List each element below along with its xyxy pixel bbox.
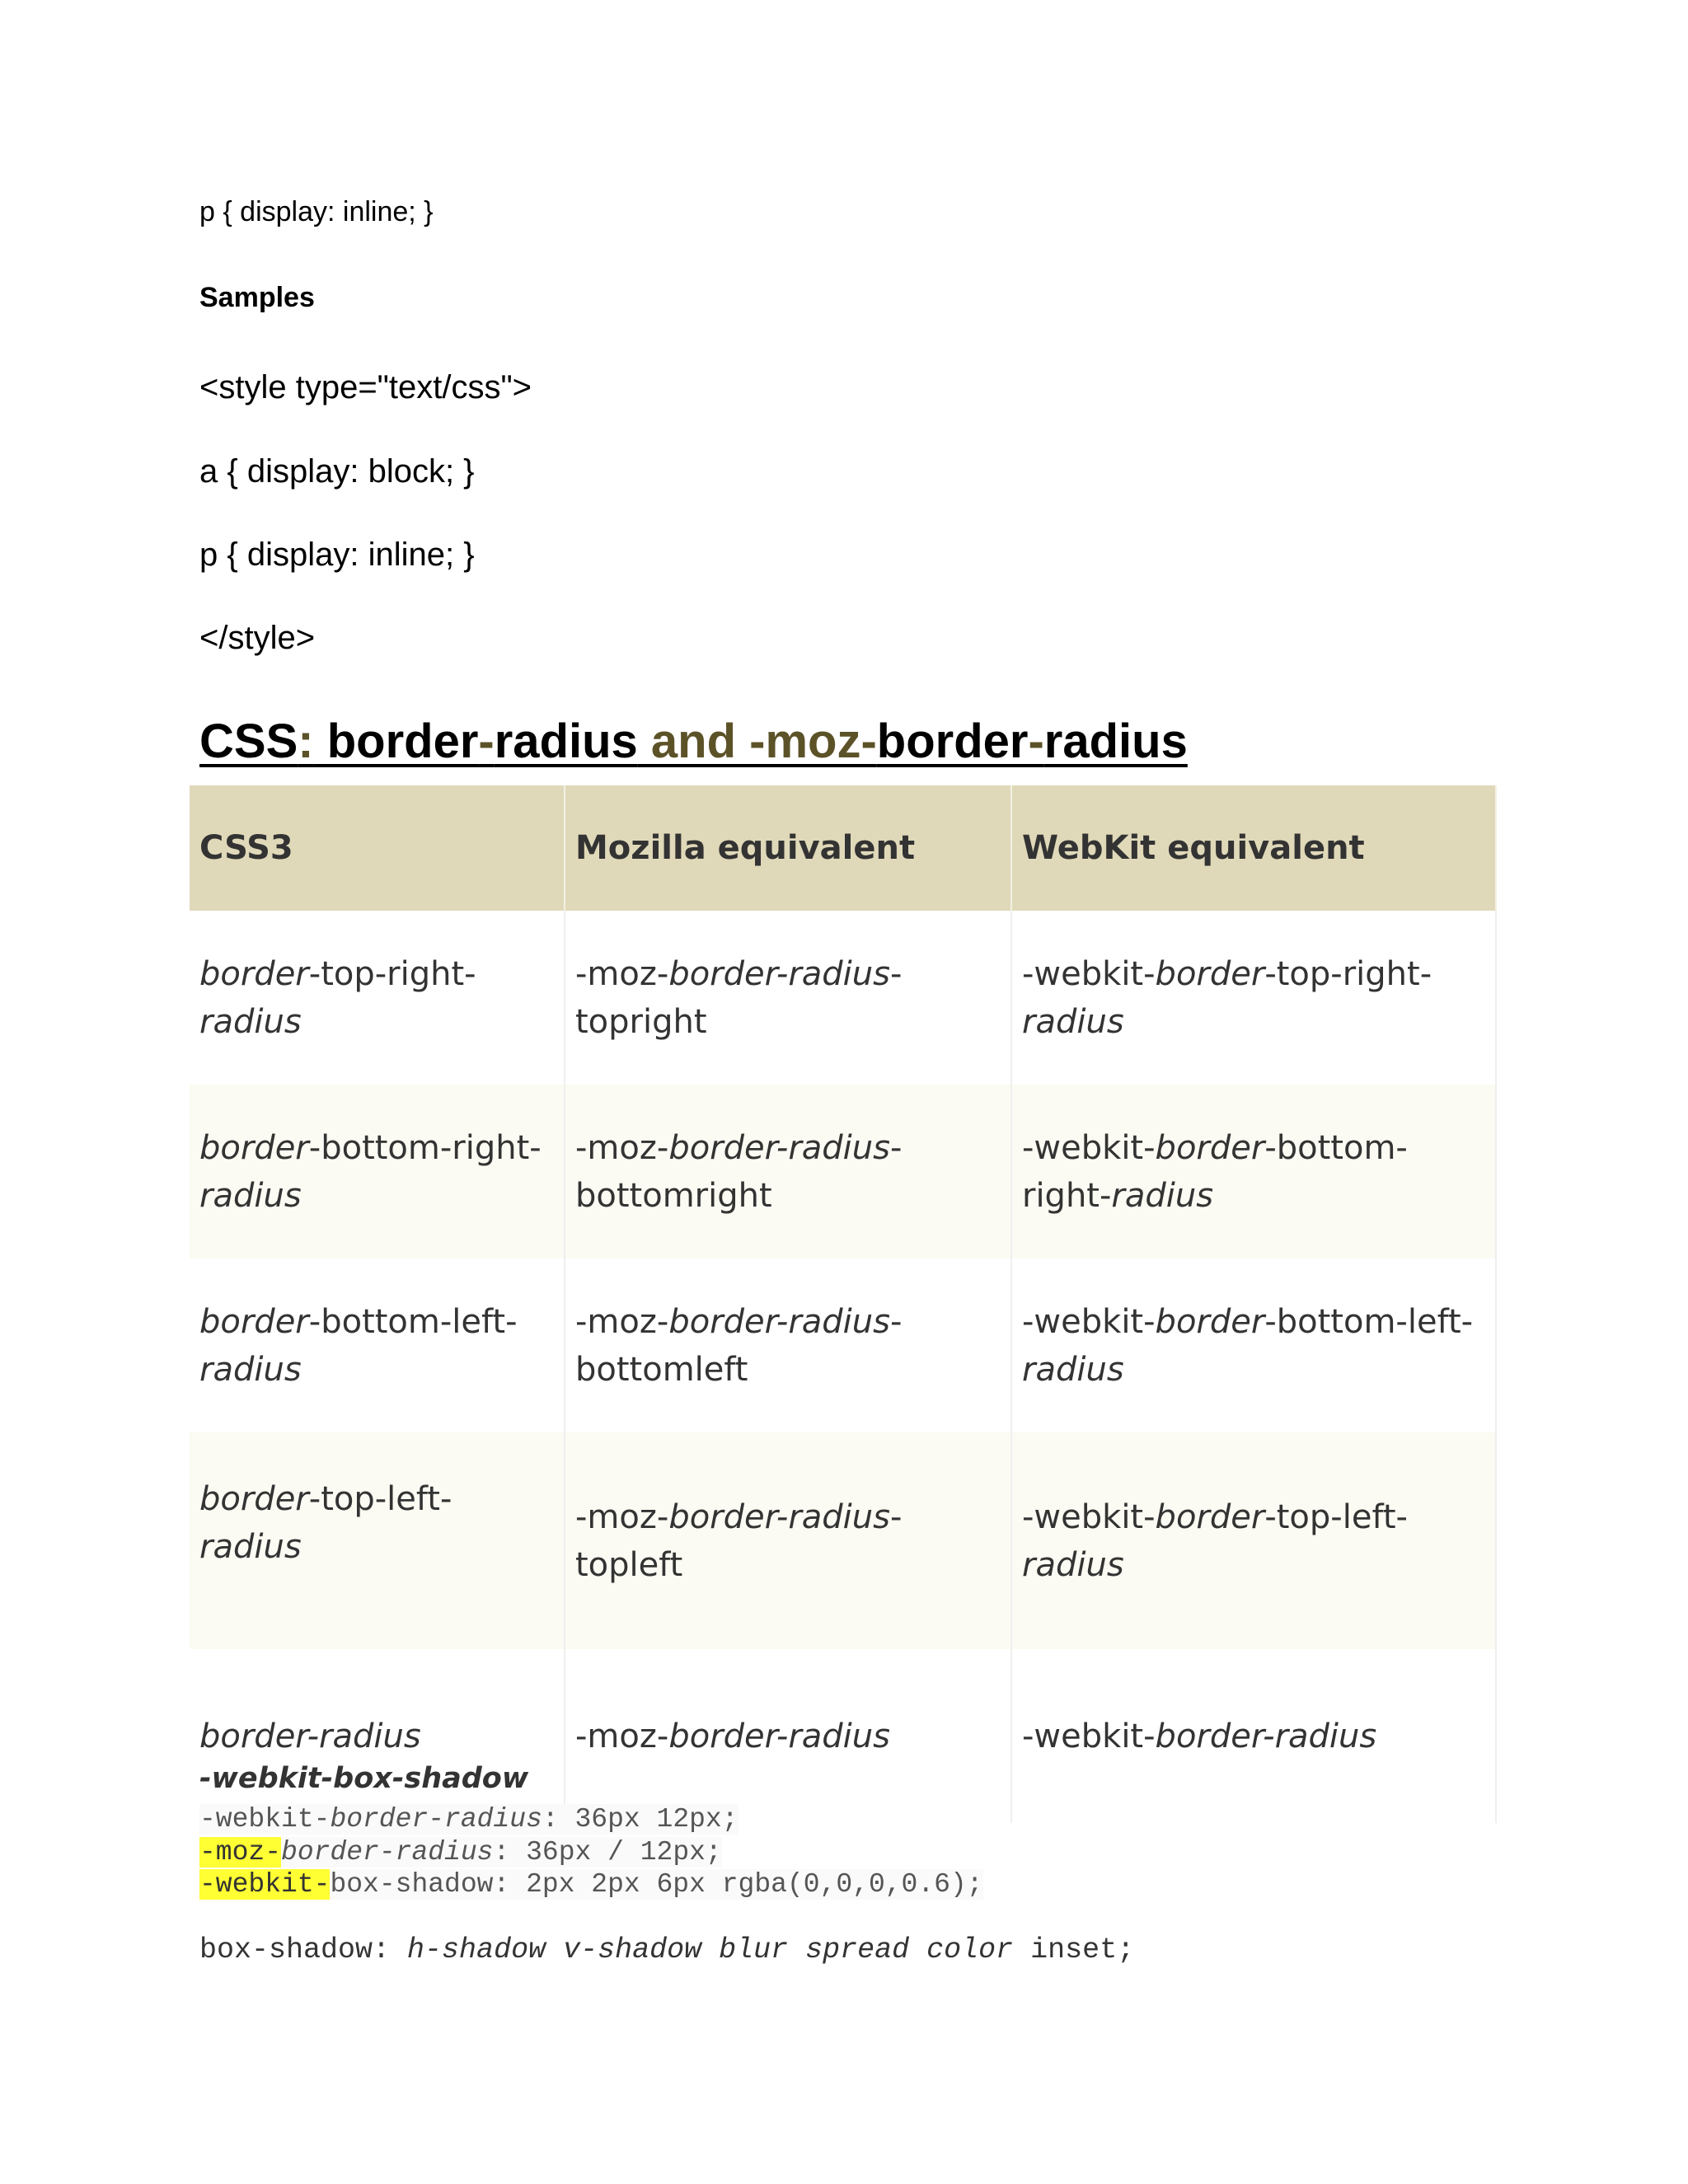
code-line-a-block: a { display: block; } — [199, 453, 475, 490]
table-cell: -moz-border-radius-topleft — [565, 1432, 1011, 1649]
table-cell: border-top-right- radius — [190, 911, 565, 1085]
css-rule-line: p { display: inline; } — [199, 196, 434, 227]
code-line-style-close: </style> — [199, 620, 316, 656]
table-row — [190, 1649, 1496, 1823]
table-header-row — [190, 785, 1496, 911]
code-line-style-open: <style type="text/css"> — [199, 369, 532, 405]
code-line-webkit-radius: -webkit-border-radius: 36px 12px; — [199, 1804, 738, 1835]
table-cell: -webkit-border-bottom-right-radius — [1011, 1085, 1496, 1258]
heading-part: : — [298, 715, 314, 768]
table-row — [190, 1432, 1496, 1649]
table-cell: -webkit-border-top-right- radius — [1011, 911, 1496, 1085]
heading-part: and -moz- — [637, 715, 877, 768]
code-line-webkit-shadow: -webkit-box-shadow: 2px 2px 6px rgba(0,0,0,0.6); — [199, 1869, 983, 1900]
box-shadow-title: -webkit-box-shadow — [199, 1762, 529, 1795]
code-line-p-inline: p { display: inline; } — [199, 537, 475, 573]
heading-part: CSS — [199, 715, 298, 768]
table-cell: border-radius — [190, 1649, 565, 1823]
samples-label: Samples — [199, 282, 315, 313]
header-webkit: WebKit equivalent — [1011, 785, 1496, 911]
heading-part: border — [313, 715, 479, 768]
heading-part: radius — [1043, 715, 1188, 768]
table-cell: -moz-border-radius-topright — [565, 911, 1011, 1085]
table-cell: -moz-border-radius-bottomright — [565, 1085, 1011, 1258]
table-row — [190, 1258, 1496, 1432]
table-row — [190, 1085, 1496, 1258]
header-css3: CSS3 — [190, 785, 565, 911]
table-cell: -webkit-border-bottom-left- radius — [1011, 1258, 1496, 1432]
table-cell: -moz-border-radius — [565, 1649, 1011, 1823]
table-cell: -moz-border-radius-bottomleft — [565, 1258, 1011, 1432]
table-row — [190, 911, 1496, 1085]
table-cell: border-top-left-radius — [190, 1432, 565, 1649]
table-cell: -webkit-border-top-left- radius — [1011, 1432, 1496, 1649]
section-heading — [199, 714, 1188, 769]
box-shadow-syntax: box-shadow: h-shadow v-shadow blur spread color inset; — [199, 1933, 1135, 1966]
heading-part: - — [478, 715, 495, 768]
border-radius-table — [190, 785, 1497, 1823]
table-cell: -webkit-border-radius — [1011, 1649, 1496, 1823]
code-line-moz-radius: -moz-border-radius: 36px / 12px; — [199, 1837, 722, 1868]
heading-part: - — [1028, 715, 1044, 768]
heading-part: border — [876, 715, 1029, 768]
heading-part: radius — [494, 715, 638, 768]
table-cell: border-bottom-left- radius — [190, 1258, 565, 1432]
table-cell: border-bottom-right- radius — [190, 1085, 565, 1258]
header-mozilla: Mozilla equivalent — [565, 785, 1011, 911]
